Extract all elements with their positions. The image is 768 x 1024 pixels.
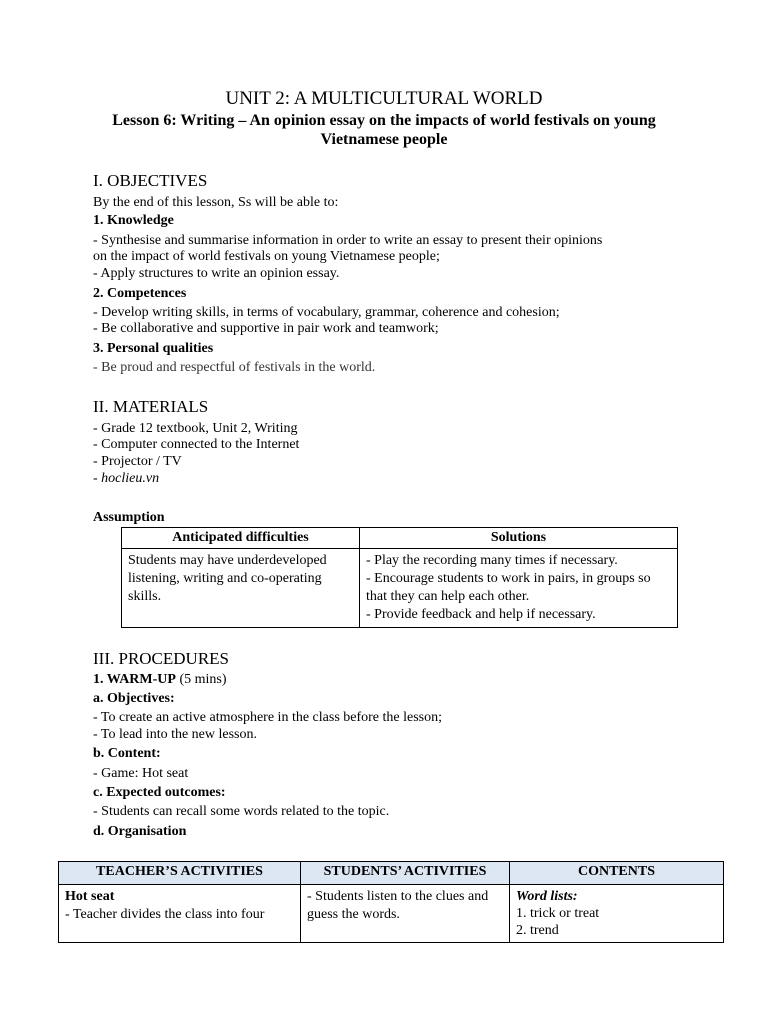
word-lists-title: Word lists: [516, 889, 578, 904]
warmup-label: 1. WARM-UP [93, 672, 176, 687]
warmup-outcomes-heading: c. Expected outcomes: [93, 785, 226, 800]
knowledge-heading: 1. Knowledge [93, 213, 174, 228]
student-activities-cell: - Students listen to the clues and guess the words. [301, 885, 510, 943]
col-header-contents: CONTENTS [510, 862, 724, 885]
objectives-intro: By the end of this lesson, Ss will be able to: [93, 195, 339, 210]
qualities-heading: 3. Personal qualities [93, 341, 214, 356]
warmup-organisation-heading: d. Organisation [93, 824, 187, 839]
teacher-activity-text: - Teacher divides the class into four [65, 907, 265, 922]
difficulty-cell: Students may have underdeveloped listening, writing and co-operating skills. [122, 549, 360, 628]
materials-item-link [93, 470, 159, 487]
lesson-subtitle: Lesson 6: Writing – An opinion essay on the impacts of world festivals on young Vietnamese people [112, 112, 656, 148]
warmup-outcomes-item: - Students can recall some words related to the topic. [93, 804, 390, 819]
warmup-objective-item: - To lead into the new lesson. [93, 727, 258, 742]
col-header-teacher: TEACHER’S ACTIVITIES [59, 862, 301, 885]
knowledge-item-1a: - Synthesise and summarise information in order to write an essay to present their opinions [93, 233, 603, 248]
materials-item: - Projector / TV [93, 454, 182, 469]
hoclieu-link[interactable]: hoclieu.vn [101, 471, 160, 486]
competences-item-2: - Be collaborative and supportive in pair work and teamwork; [93, 321, 439, 336]
materials-dash: - [93, 471, 102, 486]
procedures-table [58, 861, 724, 943]
knowledge-item-1b: on the impact of world festivals on young Vietnamese people; [93, 249, 440, 264]
competences-heading: 2. Competences [93, 286, 187, 301]
solution-item: - Encourage students to work in pairs, in groups so that they can help each other. [366, 571, 651, 604]
competences-item-1: - Develop writing skills, in terms of vocabulary, grammar, coherence and cohesion; [93, 305, 560, 320]
warmup-content-heading: b. Content: [93, 746, 161, 761]
warmup-objectives-heading: a. Objectives: [93, 691, 175, 706]
warmup-content-item: - Game: Hot seat [93, 766, 189, 781]
activity-title: Hot seat [65, 889, 115, 904]
page-title: UNIT 2: A MULTICULTURAL WORLD [225, 88, 543, 109]
col-header-difficulties: Anticipated difficulties [122, 528, 360, 549]
col-header-students: STUDENTS’ ACTIVITIES [301, 862, 510, 885]
warmup-line [93, 671, 227, 688]
word-list-item: 1. trick or treat [516, 906, 600, 921]
materials-item: - Grade 12 textbook, Unit 2, Writing [93, 421, 298, 436]
objectives-heading: I. OBJECTIVES [93, 171, 208, 190]
col-header-solutions: Solutions [360, 528, 678, 549]
knowledge-item-2: - Apply structures to write an opinion essay. [93, 266, 340, 281]
teacher-activities-cell [59, 885, 301, 943]
solutions-cell [360, 549, 678, 628]
assumption-table [121, 527, 678, 628]
materials-item: - Computer connected to the Internet [93, 437, 300, 452]
warmup-time: (5 mins) [175, 672, 227, 687]
assumption-heading: Assumption [93, 510, 165, 525]
materials-heading: II. MATERIALS [93, 397, 209, 416]
solution-item: - Play the recording many times if necessary. [366, 553, 618, 568]
qualities-item-1: - Be proud and respectful of festivals in the world. [93, 360, 376, 375]
solution-item: - Provide feedback and help if necessary. [366, 607, 596, 622]
warmup-objective-item: - To create an active atmosphere in the class before the lesson; [93, 710, 443, 725]
procedures-heading: III. PROCEDURES [93, 649, 230, 668]
word-list-item: 2. trend [516, 923, 559, 938]
contents-cell [510, 885, 724, 943]
